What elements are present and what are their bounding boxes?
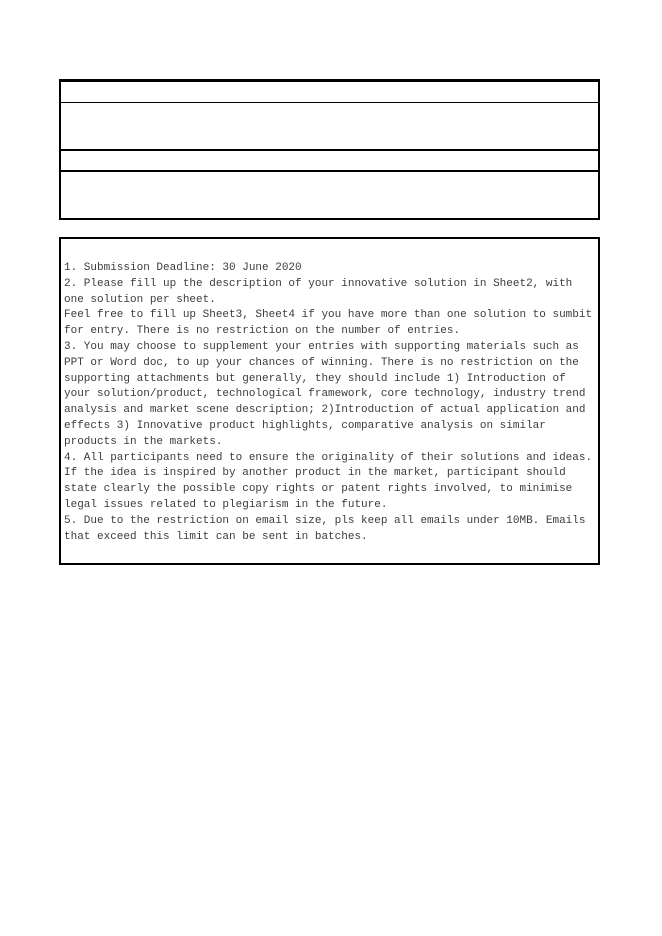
table-row — [61, 103, 598, 151]
text-line: state clearly the possible copy rights or patent rights involved, to minimise — [64, 483, 573, 496]
text-line: 2. Please fill up the description of your innovative solution in Sheet2, with — [64, 277, 573, 290]
text-line: PPT or Word doc, to up your chances of winning. There is no restriction on the — [64, 356, 579, 369]
text-line: 4. All participants need to ensure the originality of their solutions and ideas. — [64, 451, 593, 464]
text-line: supporting attachments but generally, they should include 1) Introduction of — [64, 372, 566, 385]
text-line: Feel free to fill up Sheet3, Sheet4 if you have more than one solution to sumbit — [64, 309, 593, 322]
table-row — [61, 82, 598, 103]
text-line: analysis and market scene description; 2)Introduction of actual application and — [64, 404, 586, 417]
text-line: If the idea is inspired by another product in the market, participant should — [64, 467, 566, 480]
text-line: 1. Submission Deadline: 30 June 2020 — [64, 262, 302, 274]
text-line: legal issues related to plegiarism in the future. — [64, 498, 388, 511]
text-line: 5. Due to the restriction on email size, pls keep all emails under 10MB. Emails — [64, 514, 586, 527]
text-line: that exceed this limit can be sent in batches. — [64, 530, 368, 543]
header-table — [59, 79, 600, 220]
instructions-text — [61, 239, 598, 545]
instructions-box — [59, 237, 600, 565]
text-line: effects 3) Innovative product highlights, comparative analysis on similar — [64, 419, 546, 432]
table-row — [61, 151, 598, 172]
text-line: your solution/product, technological framework, core technology, industry trend — [64, 388, 586, 401]
table-row — [61, 172, 598, 218]
text-line: 3. You may choose to supplement your entries with supporting materials such as — [64, 340, 579, 353]
text-line: products in the markets. — [64, 435, 223, 448]
text-line: for entry. There is no restriction on the number of entries. — [64, 325, 461, 338]
text-line: one solution per sheet. — [64, 293, 216, 306]
